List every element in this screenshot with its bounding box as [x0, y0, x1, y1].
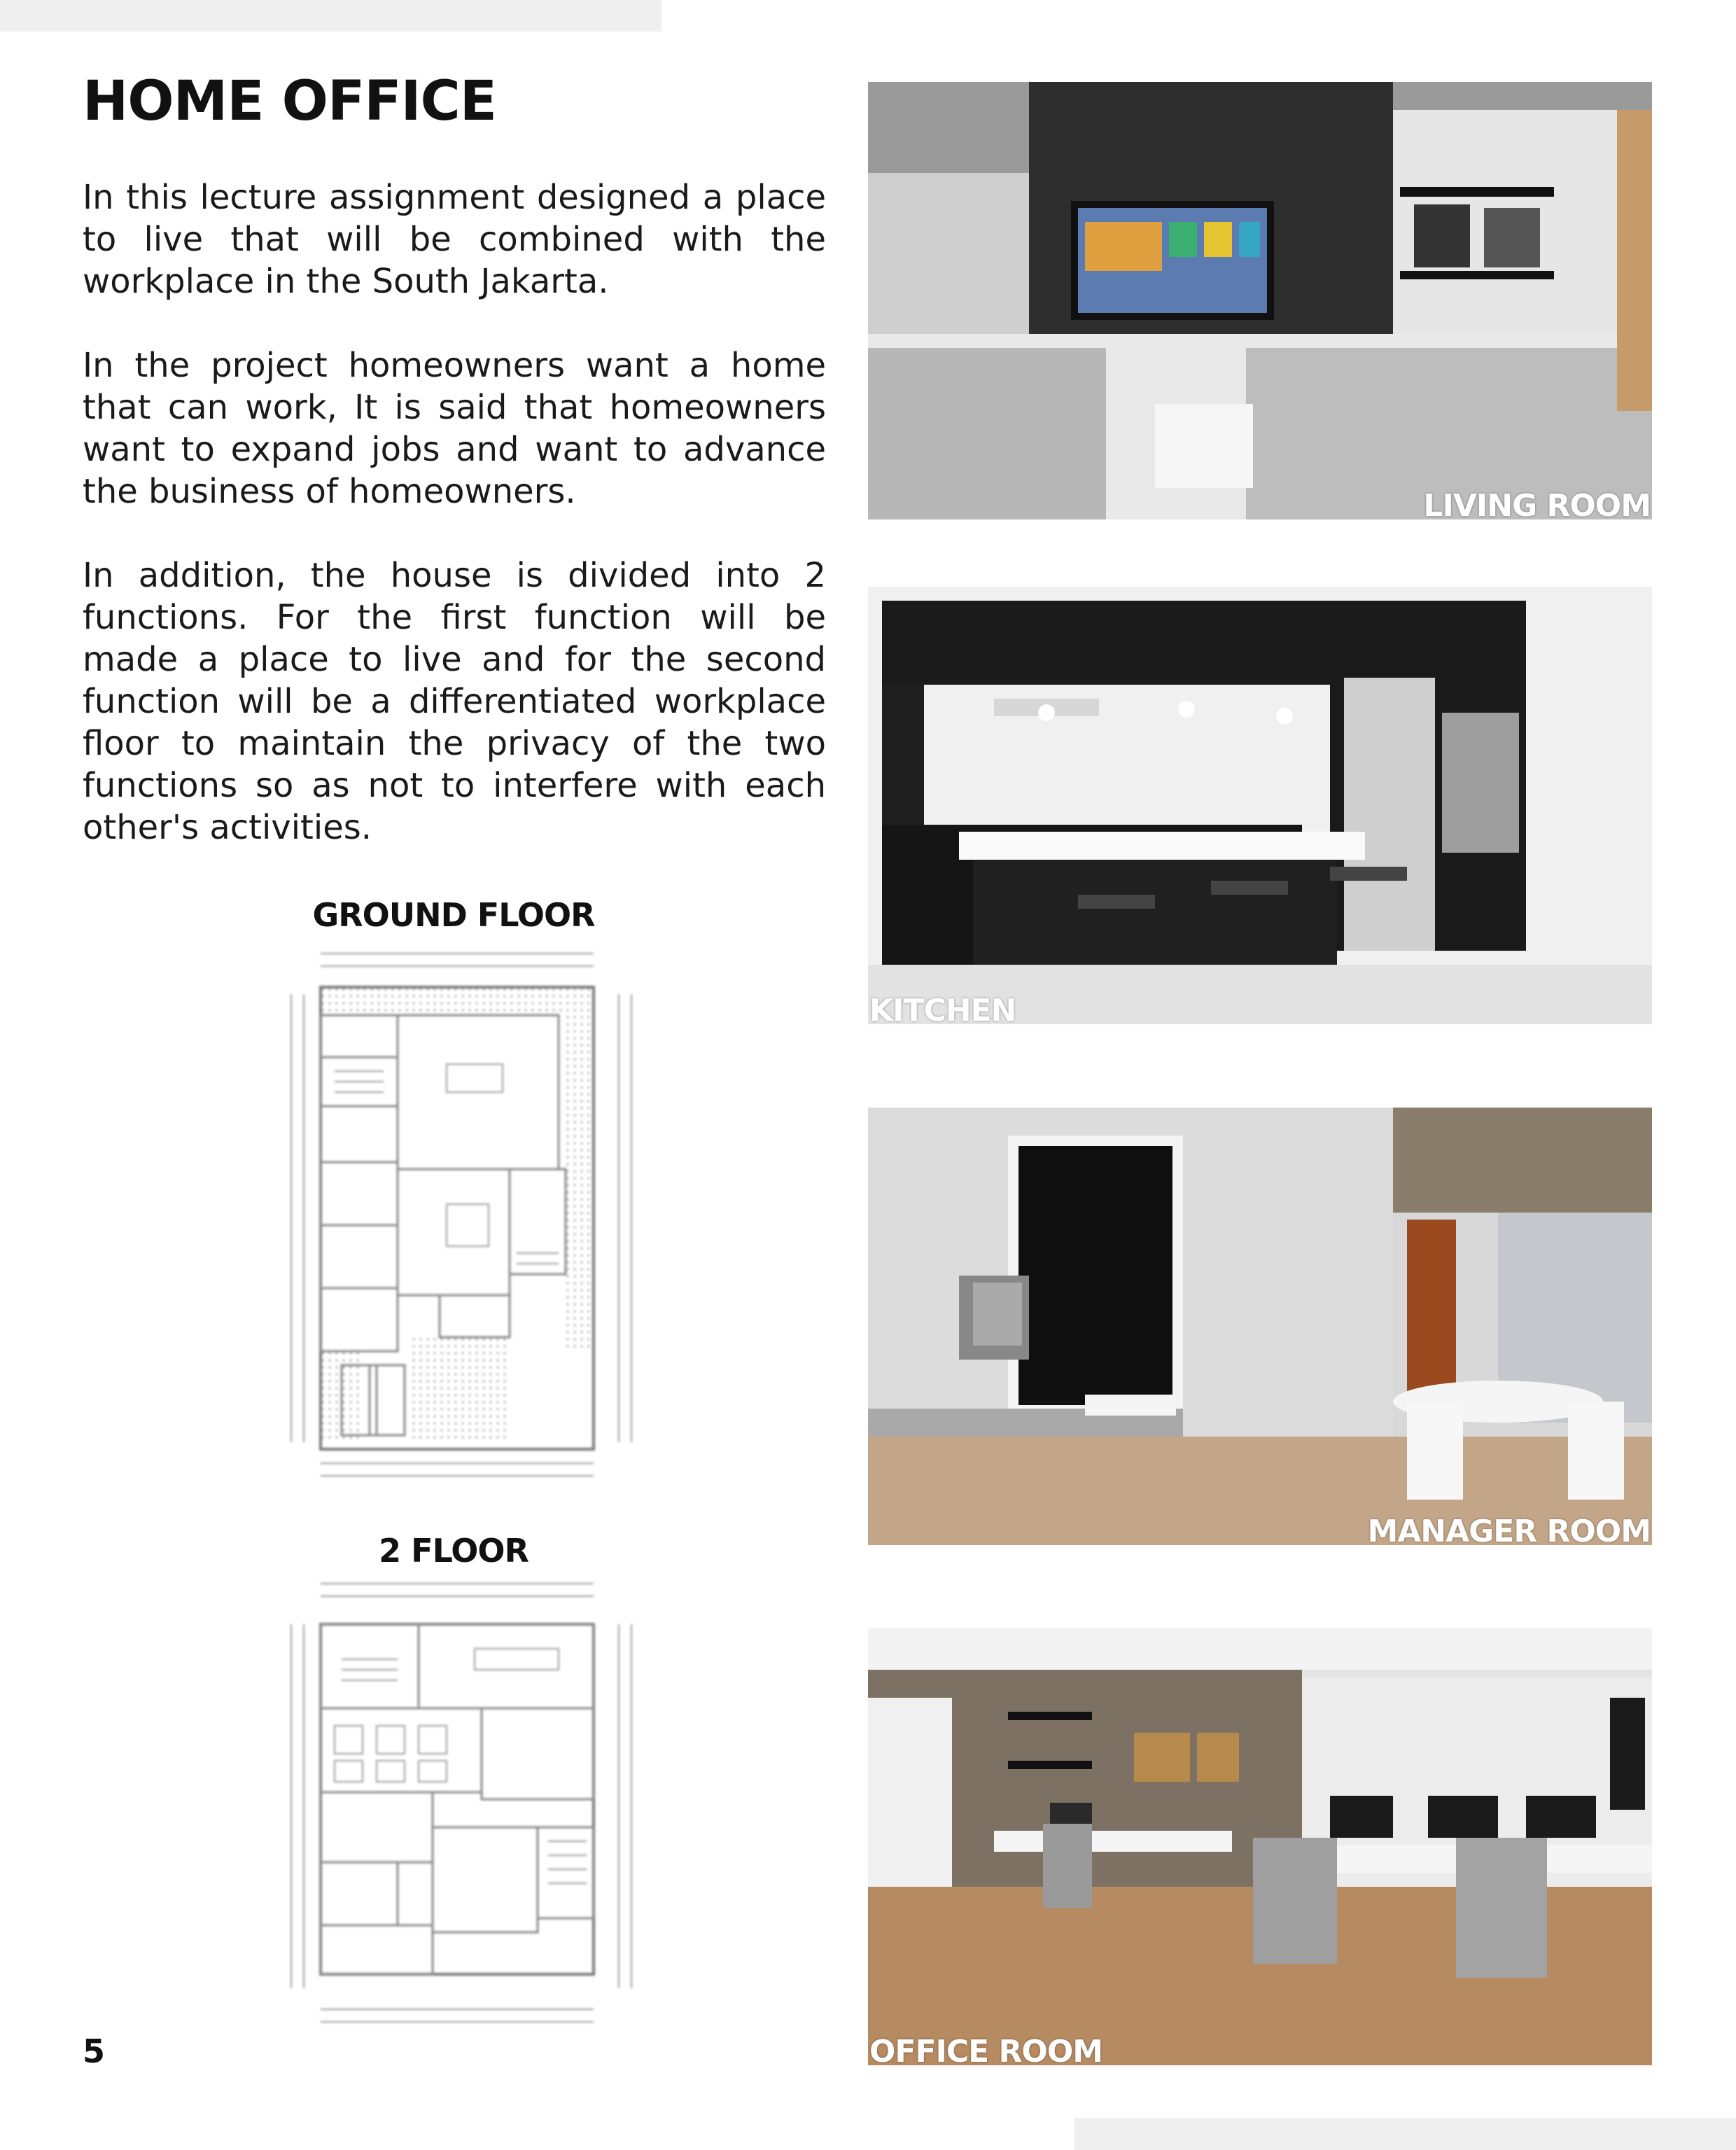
second-floor-title: 2 FLOOR	[379, 1532, 528, 1570]
second-floor-plan	[279, 1575, 643, 2030]
manager-room-caption: MANAGER ROOM	[1367, 1514, 1651, 1545]
living-room-photo	[868, 82, 1652, 519]
living-room-caption: LIVING ROOM	[1423, 488, 1651, 519]
page-title: HOME OFFICE	[83, 70, 497, 133]
office-room-caption: OFFICE ROOM	[869, 2034, 1103, 2065]
office-room-photo	[868, 1628, 1652, 2065]
bottom-tab-decoration	[1074, 2118, 1736, 2150]
kitchen-caption: KITCHEN	[869, 993, 1016, 1024]
kitchen-photo	[868, 587, 1652, 1024]
manager-room-photo	[868, 1108, 1652, 1545]
ground-floor-plan	[279, 945, 643, 1484]
intro-paragraph: In this lecture assignment designed a place to live that will be combined with the workplace in the South Jakarta.	[83, 178, 826, 301]
page-number: 5	[83, 2032, 106, 2070]
top-tab-decoration	[0, 0, 662, 32]
functions-paragraph: In addition, the house is divided into 2 functions. For the first function will be made a place to live and for the second function will be a differentiated workplace floor to maintain the privacy of the two functions so as not to interfere with each other's activities.	[83, 556, 826, 847]
requirements-paragraph: In the project homeowners want a home that can work, It is said that homeowners want to expand jobs and want to advance the business of homeowners.	[83, 346, 826, 511]
ground-floor-title: GROUND FLOOR	[312, 896, 595, 934]
